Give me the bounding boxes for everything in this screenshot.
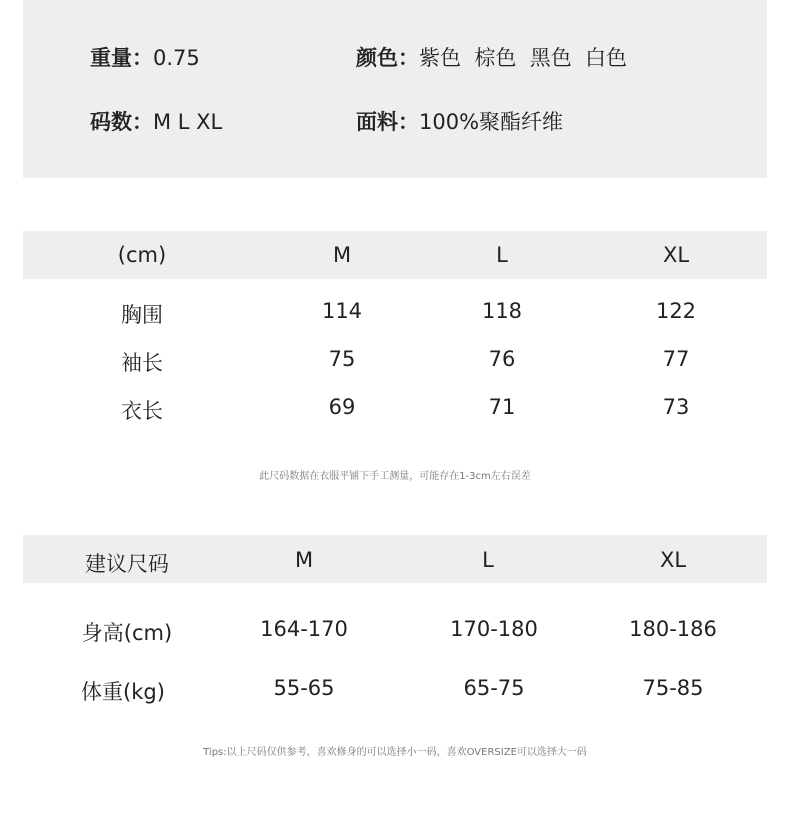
weight-value: 0.75 — [153, 46, 200, 70]
measure-row-chest-xl: 122 — [655, 299, 697, 323]
recommend-row-weight-l: 65-75 — [463, 676, 525, 700]
measure-row-length-xl: 73 — [662, 395, 690, 419]
measure-row-length-l: 71 — [488, 395, 516, 419]
measure-note: 此尺码数据在衣服平铺下手工测量，可能存在1-3cm左右误差 — [259, 471, 531, 482]
fabric-value: 100%聚酯纤维 — [419, 110, 564, 134]
color-value: 紫色 棕色 黑色 白色 — [419, 46, 628, 70]
measure-header-m: M — [332, 243, 352, 267]
measure-row-chest-l: 118 — [481, 299, 523, 323]
recommend-header-l: L — [482, 548, 494, 572]
measure-header-xl: XL — [662, 243, 690, 267]
product-info-panel — [23, 0, 767, 178]
weight-info — [90, 42, 200, 72]
measure-row-chest-m: 114 — [321, 299, 363, 323]
tips-note: Tips:以上尺码仅供参考，喜欢修身的可以选择小一码，喜欢OVERSIZE可以选择大一码 — [203, 747, 587, 758]
recommend-row-height-l: 170-180 — [450, 617, 538, 641]
measure-row-sleeve-label: 袖长 — [121, 351, 163, 375]
measure-row-sleeve-l: 76 — [488, 347, 516, 371]
sizes-label: 码数： — [90, 110, 153, 134]
measure-row-sleeve-m: 75 — [328, 347, 356, 371]
measure-row-chest-label: 胸围 — [121, 303, 163, 327]
measure-row-length-label: 衣长 — [121, 399, 163, 423]
recommend-row-height-label: 身高(cm) — [81, 621, 173, 645]
sizes-info — [90, 106, 222, 136]
recommend-row-weight-label: 体重(kg) — [81, 680, 165, 704]
color-info — [356, 42, 627, 72]
color-label: 颜色： — [356, 46, 419, 70]
measure-header-l: L — [496, 243, 508, 267]
recommend-row-weight-xl: 75-85 — [642, 676, 704, 700]
fabric-label: 面料： — [356, 110, 419, 134]
recommend-header-label: 建议尺码 — [85, 552, 169, 576]
recommend-row-weight-m: 55-65 — [273, 676, 335, 700]
recommend-row-height-xl: 180-186 — [629, 617, 717, 641]
sizes-value: M L XL — [153, 110, 223, 134]
fabric-info — [356, 106, 563, 136]
measure-header-unit: (cm) — [117, 243, 167, 267]
weight-label: 重量： — [90, 46, 153, 70]
recommend-row-height-m: 164-170 — [260, 617, 348, 641]
measure-row-sleeve-xl: 77 — [662, 347, 690, 371]
measure-row-length-m: 69 — [328, 395, 356, 419]
recommend-header-m: M — [294, 548, 314, 572]
recommend-header-xl: XL — [659, 548, 687, 572]
